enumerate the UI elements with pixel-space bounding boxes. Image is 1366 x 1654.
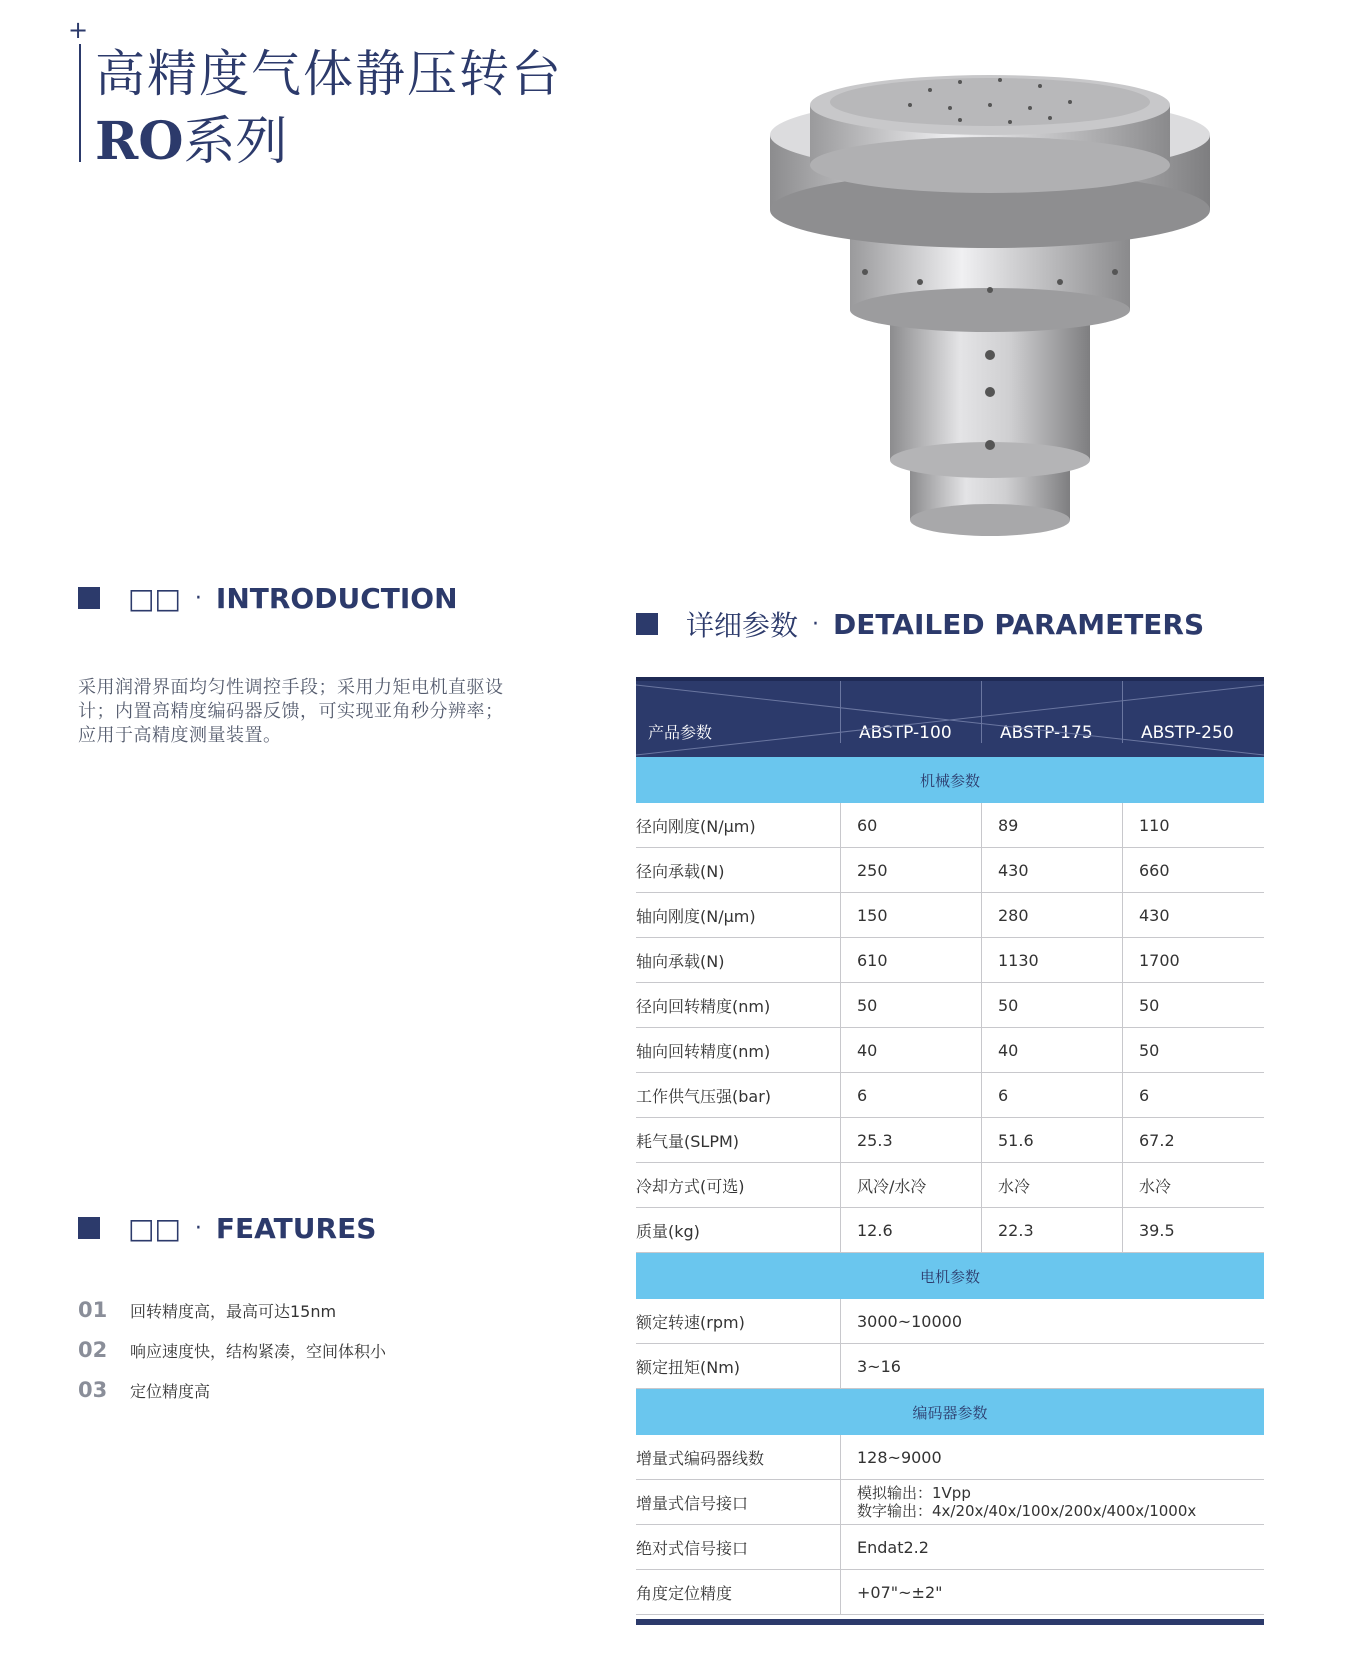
feature-text: 定位精度高 — [130, 1381, 211, 1401]
param-value: Endat2.2 — [840, 1525, 1264, 1569]
series-suffix: 系列 — [183, 112, 288, 172]
param-value: 51.6 — [981, 1118, 1122, 1162]
table-row — [636, 1480, 1264, 1525]
feature-number: 03 — [78, 1378, 108, 1402]
table-row — [636, 1208, 1264, 1253]
header-cell: 产品参数 — [648, 723, 713, 742]
param-value: 6 — [981, 1073, 1122, 1117]
param-value: 1130 — [981, 938, 1122, 982]
title-separator: · — [812, 611, 820, 637]
mechanical-rows — [636, 803, 1264, 1253]
title-separator: · — [194, 1215, 202, 1241]
param-value: 50 — [981, 983, 1122, 1027]
table-header — [636, 677, 1264, 757]
param-name: 冷却方式(可选) — [636, 1176, 745, 1196]
table-row — [636, 1163, 1264, 1208]
param-name: 轴向回转精度(nm) — [636, 1041, 771, 1061]
feature-number: 01 — [78, 1298, 108, 1322]
param-name: 质量(kg) — [636, 1221, 700, 1241]
param-value: 1700 — [1122, 938, 1263, 982]
series-code: RO — [95, 111, 184, 172]
param-value: 150 — [840, 893, 981, 937]
param-value: 610 — [840, 938, 981, 982]
param-value: 风冷/水冷 — [840, 1163, 981, 1207]
parameters-title-en: DETAILED PARAMETERS — [833, 607, 1205, 641]
table-row — [636, 803, 1264, 848]
feature-number: 02 — [78, 1338, 108, 1362]
header-cell: ABSTP-100 — [840, 681, 981, 743]
param-name: 耗气量(SLPM) — [636, 1131, 740, 1151]
parameters-table — [636, 677, 1264, 1625]
feature-text: 响应速度快，结构紧凑，空间体积小 — [130, 1341, 387, 1361]
param-value: 22.3 — [981, 1208, 1122, 1252]
table-row — [636, 1435, 1264, 1480]
title-separator: · — [194, 585, 202, 611]
param-value: 60 — [840, 803, 981, 847]
title-accent-line — [79, 44, 81, 162]
param-name: 角度定位精度 — [636, 1583, 733, 1603]
features-heading — [78, 1210, 376, 1246]
param-name: 额定转速(rpm) — [636, 1312, 745, 1332]
table-row — [636, 1344, 1264, 1389]
introduction-text: 采用润滑界面均匀性调控手段；采用力矩电机直驱设计；内置高精度编码器反馈，可实现亚角秒分辨率；应用于高精度测量装置。 — [78, 677, 504, 746]
param-value: 110 — [1122, 803, 1263, 847]
param-value: 50 — [1122, 983, 1263, 1027]
plus-mark: + — [68, 16, 89, 44]
param-name: 工作供气压强(bar) — [636, 1086, 772, 1106]
param-name: 增量式信号接口 — [636, 1493, 749, 1513]
square-bullet-icon — [78, 587, 100, 609]
param-value: 25.3 — [840, 1118, 981, 1162]
features-title-en: FEATURES — [215, 1211, 377, 1245]
param-value: 50 — [1122, 1028, 1263, 1072]
param-value: 89 — [981, 803, 1122, 847]
feature-text: 回转精度高，最高可达15nm — [130, 1301, 337, 1321]
list-item — [78, 1330, 478, 1370]
param-value — [840, 1480, 1264, 1524]
introduction-title-cn: □□ — [128, 581, 181, 615]
group-row-motor: 电机参数 — [636, 1253, 1264, 1299]
features-title-cn: □□ — [128, 1211, 181, 1245]
table-row — [636, 848, 1264, 893]
table-row — [636, 893, 1264, 938]
param-value: 6 — [840, 1073, 981, 1117]
features-list — [78, 1290, 478, 1410]
header-cell: ABSTP-250 — [1122, 681, 1263, 743]
series-title — [95, 112, 288, 172]
param-value: 128~9000 — [840, 1435, 1264, 1479]
table-row — [636, 1525, 1264, 1570]
param-name: 增量式编码器线数 — [636, 1448, 765, 1468]
param-value: 40 — [981, 1028, 1122, 1072]
parameters-title-cn: 详细参数 — [686, 609, 799, 642]
table-bottom-bar — [636, 1619, 1264, 1625]
introduction-title-en: INTRODUCTION — [215, 581, 458, 615]
table-row — [636, 983, 1264, 1028]
list-item — [78, 1370, 478, 1410]
param-name: 径向刚度(N/μm) — [636, 816, 756, 836]
page-title: 高精度气体静压转台 — [95, 45, 563, 103]
table-row — [636, 1570, 1264, 1615]
header-diagonal-lines — [636, 681, 1264, 757]
param-value: 430 — [1122, 893, 1263, 937]
parameters-heading — [636, 606, 1204, 642]
list-item — [78, 1290, 478, 1330]
introduction-heading — [78, 580, 458, 616]
param-value-line: 模拟输出：1Vpp — [857, 1484, 971, 1502]
param-value: 660 — [1122, 848, 1263, 892]
param-value: 280 — [981, 893, 1122, 937]
param-value: 水冷 — [981, 1163, 1122, 1207]
param-name: 径向回转精度(nm) — [636, 996, 771, 1016]
header-cell: ABSTP-175 — [981, 681, 1122, 743]
param-value: +07"~±2" — [840, 1570, 1264, 1614]
param-value: 250 — [840, 848, 981, 892]
param-value: 水冷 — [1122, 1163, 1263, 1207]
param-name: 轴向刚度(N/μm) — [636, 906, 756, 926]
table-row — [636, 1299, 1264, 1344]
param-value: 50 — [840, 983, 981, 1027]
param-value: 67.2 — [1122, 1118, 1263, 1162]
param-name: 额定扭矩(Nm) — [636, 1357, 741, 1377]
table-row — [636, 1073, 1264, 1118]
param-value: 430 — [981, 848, 1122, 892]
product-image — [760, 10, 1230, 560]
group-row-mechanical: 机械参数 — [636, 757, 1264, 803]
table-row — [636, 938, 1264, 983]
param-value: 3~16 — [840, 1344, 1264, 1388]
table-row — [636, 1028, 1264, 1073]
param-name: 径向承载(N) — [636, 861, 725, 881]
param-name: 轴向承载(N) — [636, 951, 725, 971]
group-row-encoder: 编码器参数 — [636, 1389, 1264, 1435]
param-value-line: 数字输出：4x/20x/40x/100x/200x/400x/1000x — [857, 1502, 1197, 1520]
square-bullet-icon — [78, 1217, 100, 1239]
param-value: 6 — [1122, 1073, 1263, 1117]
param-name: 绝对式信号接口 — [636, 1538, 749, 1558]
table-row — [636, 1118, 1264, 1163]
param-value: 3000~10000 — [840, 1299, 1264, 1343]
param-value: 12.6 — [840, 1208, 981, 1252]
square-bullet-icon — [636, 613, 658, 635]
param-value: 40 — [840, 1028, 981, 1072]
param-value: 39.5 — [1122, 1208, 1263, 1252]
